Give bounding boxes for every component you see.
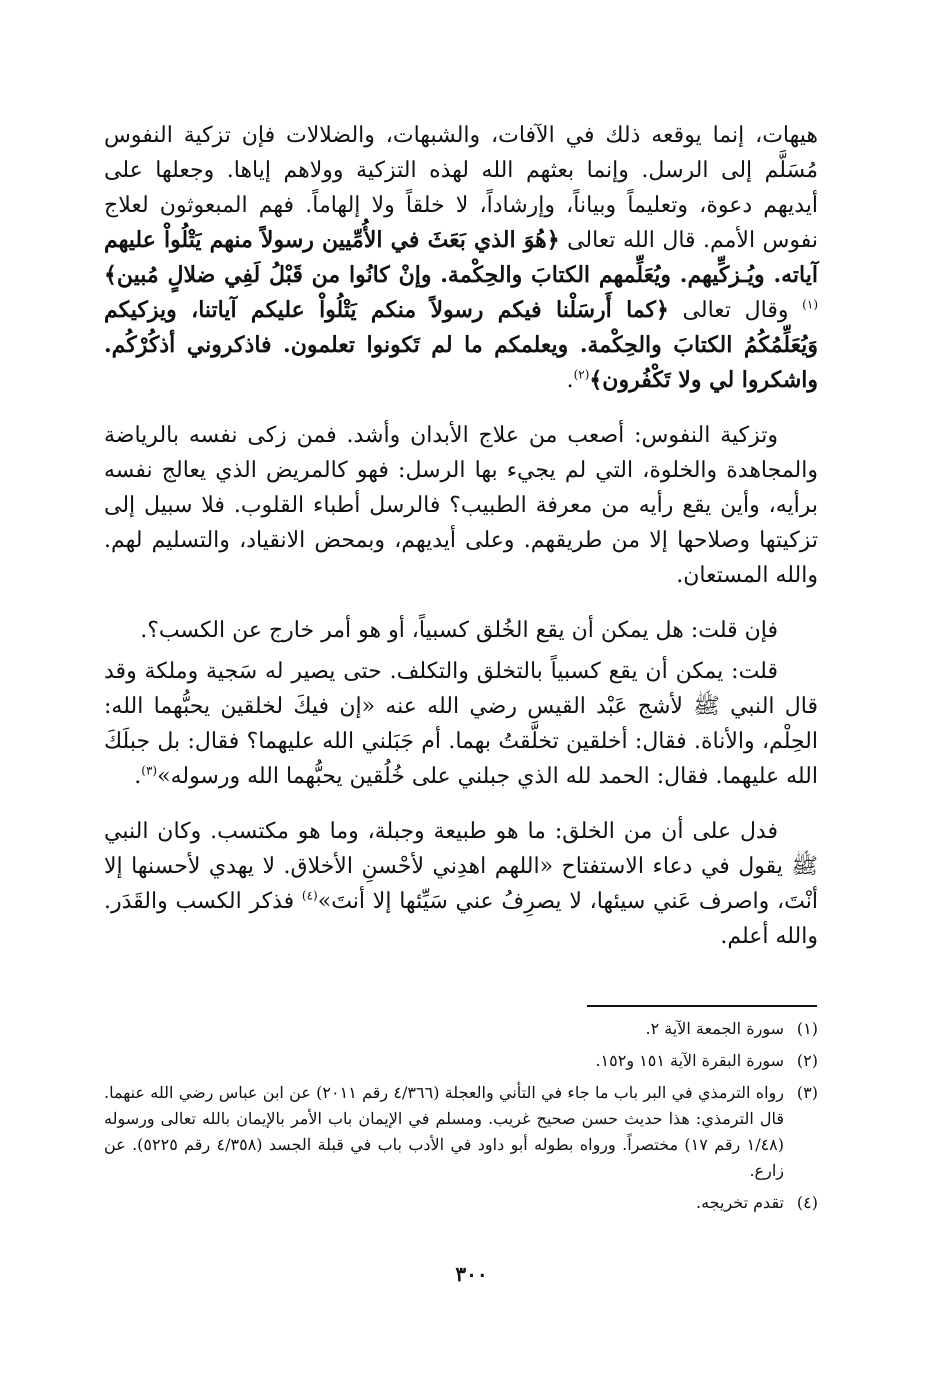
page-number: ٣٠٠ [455,1262,488,1286]
paragraph-4 [104,654,818,794]
footnote-number: (٣) [796,1083,818,1102]
footnote-number: (١) [796,1019,818,1038]
footnote-ref-2[interactable]: (٢) [573,367,590,382]
paragraph-5 [104,814,818,954]
paragraph-5-text: فدل على أن من الخلق: ما هو طبيعة وجبلة، وما هو مكتسب. وكان النبي ﷺ يقول في دعاء الاستفتاح «اللهم اهدِني لأحْسنِ الأخلاق. لا يهدي لأحسنها إلا أنْتَ، واصرف عَني سيئها، لا يصرِفُ عني سَيِّئها إلا أنتَ» [104,819,818,914]
paragraph-4-text: قلت: يمكن أن يقع كسبياً بالتخلق والتكلف. حتى يصير له سَجية وملكة وقد قال النبي ﷺ لأشج عَبْد القيس رضي الله عنه «إن فيكَ لخلقين يحبُّهما الله: الحِلْم، والأناة. فقال: أخلقين تخلَّقتُ بهما. أم جَبَلني الله عليهما؟ فقال: بل جبلَكَ الله عليهما. فقال: الحمد لله الذي جبلني على خُلُقين يحبُّهما الله ورسوله» [104,659,818,789]
footnote-number: (٢) [796,1051,818,1070]
paragraph-5-end: فذكر الكسب والقَدَر. والله أعلم. [104,889,818,949]
footnote-separator [587,1005,817,1007]
paragraph-1-end: . [566,368,574,393]
quran-verse-1: ﴿هُوَ الذي بَعَثَ في الأُمِّيين رسولاً منهم يَتْلُواْ عليهم آياته. ويُـزكِّيهم. ويُعَلِّمهم الكتابَ والحِكْمة. وإنْ كانُوا من قَبْلُ لَفِي ضلالٍ مُبين﴾ [104,227,818,288]
footnote-ref-4[interactable]: (٤) [301,888,318,903]
footnote-4 [104,1190,818,1216]
paragraph-1 [104,118,818,398]
footnote-2 [104,1048,818,1074]
footnote-3 [104,1080,818,1184]
main-text [104,118,818,974]
footnote-text: سورة البقرة الآية ١٥١ و١٥٢. [595,1051,784,1070]
paragraph-3: فإن قلت: هل يمكن أن يقع الخُلق كسبياً، أو هو أمر خارج عن الكسب؟. [140,618,778,643]
footnotes [104,1016,818,1222]
paragraph-1-text: هيهات، إنما يوقعه ذلك في الآفات، والشبهات، والضلالات فإن تزكية النفوس مُسَلَّم إلى الرسل. وإنما بعثهم الله لهذه التزكية وولاهم إياها. وجعلها على أيديهم دعوة، وتعليماً وبياناً، وإرشاداً، لا خلقاً ولا إلهاماً. فهم المبعوثون لعلاج نفوس الأمم. قال الله تعالى [104,123,819,253]
footnote-ref-1[interactable]: (١) [802,297,818,312]
footnote-text: تقدم تخريجه. [696,1193,784,1212]
footnote-number: (٤) [796,1193,818,1212]
footnote-text: رواه الترمذي في البر باب ما جاء في التأني والعجلة (٤/٣٦٦ رقم ٢٠١١) عن ابن عباس رضي الله عنهما. قال الترمذي: هذا حديث حسن صحيح غريب. ومسلم في الإيمان باب الأمر بالإيمان بالله تعالى ورسوله (١/٤٨ رقم ١٧) مختصراً. ورواه بطوله أبو داود في الأدب باب في قبلة الجسد (٤/٣٥٨ رقم ٥٢٢٥). عن زارع. [104,1083,785,1180]
paragraph-1-connector: وقال تعالى [668,298,803,323]
quran-verse-2: ﴿كما أَرسَلْنا فيكم رسولاً منكم يَتْلُواْ عليكم آياتنا، ويزكيكم وَيُعَلِّمُكُمُ الكتابَ والحِكْمة. ويعلمكم ما لم تَكونوا تعلمون. فاذكروني أذكُرْكُم. واشكروا لي ولا تَكْفُرون﴾ [104,297,818,393]
paragraph-4-end: . [134,764,142,789]
footnote-1 [104,1016,818,1042]
footnote-text: سورة الجمعة الآية ٢. [645,1019,784,1038]
paragraph-2: وتزكية النفوس: أصعب من علاج الأبدان وأشد. فمن زكى نفسه بالرياضة والمجاهدة والخلوة، التي لم يجيء بها الرسل: فهو كالمريض الذي يعالج نفسه برأيه، وأين يقع رأيه من معرفة الطبيب؟ فالرسل أطباء القلوب. فلا سبيل إلى تزكيتها وصلاحها إلا من طريقهم. وعلى أيديهم، وبمحض الانقياد، والتسليم لهم. والله المستعان. [104,423,818,588]
footnote-ref-3[interactable]: (٣) [141,763,158,778]
